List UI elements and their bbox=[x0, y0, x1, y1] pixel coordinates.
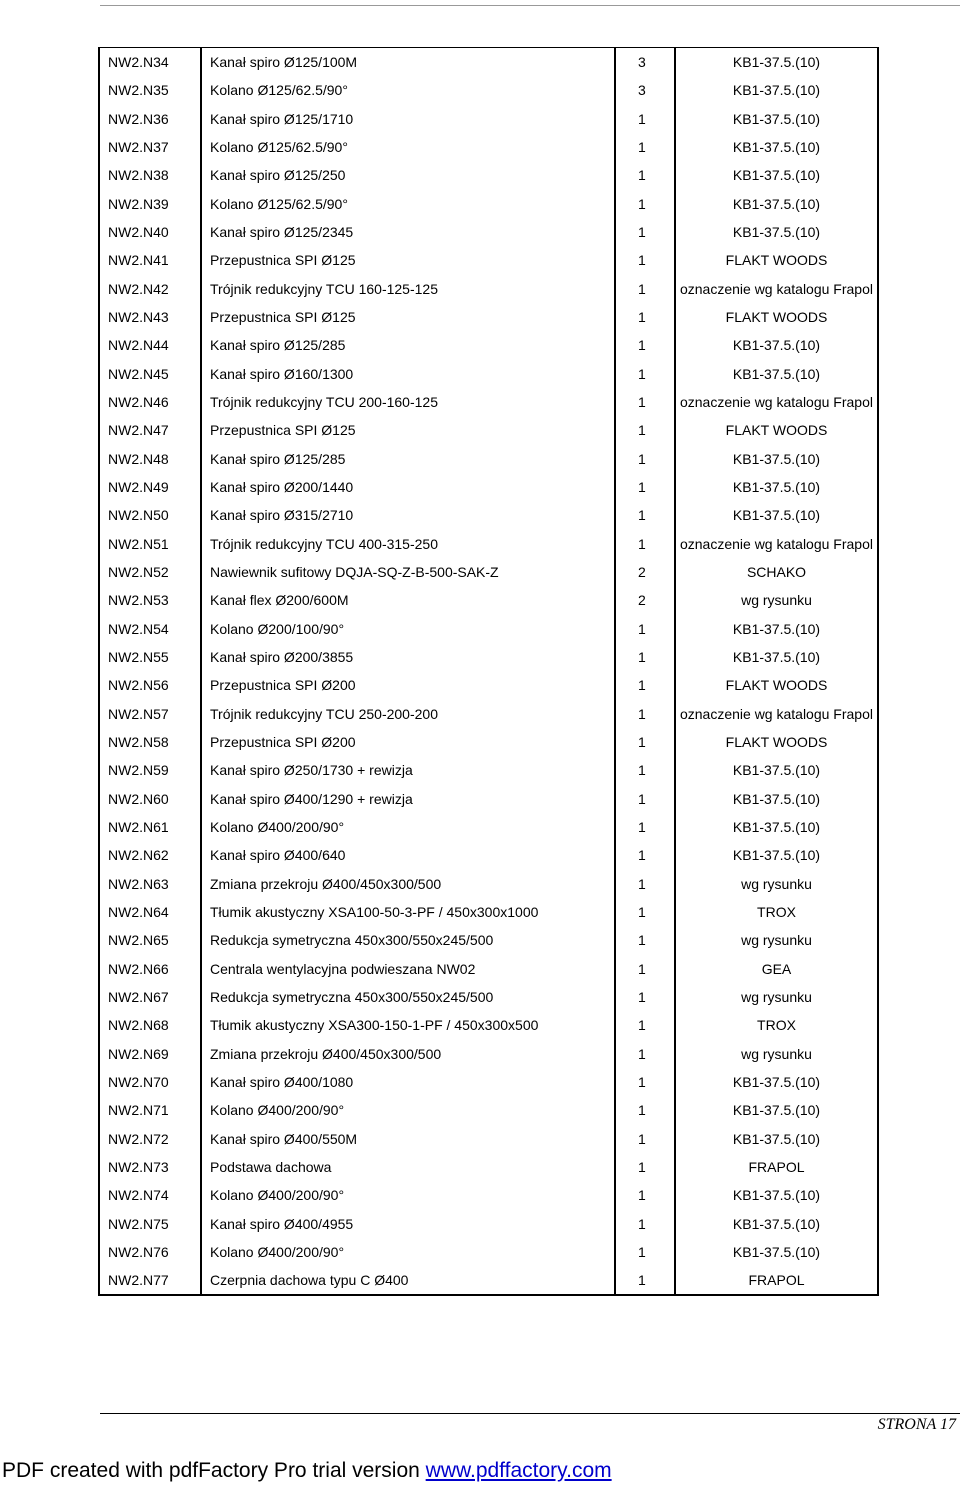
item-source: KB1-37.5.(10) bbox=[675, 1068, 878, 1096]
table-row bbox=[99, 218, 878, 246]
item-code: NW2.N56 bbox=[99, 671, 201, 699]
item-code: NW2.N38 bbox=[99, 161, 201, 189]
item-source: KB1-37.5.(10) bbox=[675, 360, 878, 388]
item-code: NW2.N74 bbox=[99, 1181, 201, 1209]
table-row bbox=[99, 841, 878, 869]
item-source: FLAKT WOODS bbox=[675, 303, 878, 331]
table-row bbox=[99, 76, 878, 104]
item-quantity: 3 bbox=[615, 76, 675, 104]
item-description: Trójnik redukcyjny TCU 250-200-200 bbox=[201, 700, 615, 728]
table-row bbox=[99, 48, 878, 77]
item-code: NW2.N73 bbox=[99, 1153, 201, 1181]
item-quantity: 1 bbox=[615, 501, 675, 529]
item-source: KB1-37.5.(10) bbox=[675, 1124, 878, 1152]
item-code: NW2.N42 bbox=[99, 275, 201, 303]
item-description: Czerpnia dachowa typu C Ø400 bbox=[201, 1266, 615, 1295]
item-quantity: 1 bbox=[615, 1209, 675, 1237]
item-quantity: 1 bbox=[615, 360, 675, 388]
item-quantity: 1 bbox=[615, 190, 675, 218]
item-source: KB1-37.5.(10) bbox=[675, 105, 878, 133]
item-code: NW2.N48 bbox=[99, 445, 201, 473]
item-source: KB1-37.5.(10) bbox=[675, 1096, 878, 1124]
item-source: FRAPOL bbox=[675, 1153, 878, 1181]
item-source: KB1-37.5.(10) bbox=[675, 76, 878, 104]
item-code: NW2.N67 bbox=[99, 983, 201, 1011]
item-source: oznaczenie wg katalogu Frapol bbox=[675, 388, 878, 416]
item-quantity: 1 bbox=[615, 275, 675, 303]
item-description: Przepustnica SPI Ø125 bbox=[201, 416, 615, 444]
table-row bbox=[99, 558, 878, 586]
item-description: Kolano Ø125/62.5/90° bbox=[201, 190, 615, 218]
item-source: KB1-37.5.(10) bbox=[675, 218, 878, 246]
table-row bbox=[99, 133, 878, 161]
table-row bbox=[99, 1266, 878, 1295]
item-description: Kanał flex Ø200/600M bbox=[201, 586, 615, 614]
item-description: Kanał spiro Ø400/640 bbox=[201, 841, 615, 869]
table-row bbox=[99, 360, 878, 388]
item-source: SCHAKO bbox=[675, 558, 878, 586]
table-row bbox=[99, 1209, 878, 1237]
item-quantity: 1 bbox=[615, 416, 675, 444]
item-description: Kanał spiro Ø160/1300 bbox=[201, 360, 615, 388]
item-quantity: 1 bbox=[615, 105, 675, 133]
item-description: Przepustnica SPI Ø125 bbox=[201, 303, 615, 331]
item-quantity: 1 bbox=[615, 785, 675, 813]
item-code: NW2.N70 bbox=[99, 1068, 201, 1096]
table-row bbox=[99, 1153, 878, 1181]
item-code: NW2.N34 bbox=[99, 48, 201, 77]
item-code: NW2.N61 bbox=[99, 813, 201, 841]
item-quantity: 1 bbox=[615, 1238, 675, 1266]
item-quantity: 1 bbox=[615, 1124, 675, 1152]
item-source: FLAKT WOODS bbox=[675, 416, 878, 444]
item-quantity: 1 bbox=[615, 388, 675, 416]
item-description: Kolano Ø125/62.5/90° bbox=[201, 76, 615, 104]
item-code: NW2.N59 bbox=[99, 756, 201, 784]
table-row bbox=[99, 1096, 878, 1124]
item-code: NW2.N65 bbox=[99, 926, 201, 954]
item-quantity: 3 bbox=[615, 48, 675, 77]
item-quantity: 1 bbox=[615, 671, 675, 699]
item-source: wg rysunku bbox=[675, 870, 878, 898]
item-description: Podstawa dachowa bbox=[201, 1153, 615, 1181]
item-description: Kanał spiro Ø400/1290 + rewizja bbox=[201, 785, 615, 813]
item-quantity: 1 bbox=[615, 756, 675, 784]
item-description: Kanał spiro Ø125/100M bbox=[201, 48, 615, 77]
table-row bbox=[99, 190, 878, 218]
item-quantity: 1 bbox=[615, 643, 675, 671]
table-row bbox=[99, 530, 878, 558]
item-description: Trójnik redukcyjny TCU 160-125-125 bbox=[201, 275, 615, 303]
item-source: wg rysunku bbox=[675, 926, 878, 954]
item-source: KB1-37.5.(10) bbox=[675, 445, 878, 473]
item-quantity: 1 bbox=[615, 133, 675, 161]
table-row bbox=[99, 983, 878, 1011]
item-source: oznaczenie wg katalogu Frapol bbox=[675, 700, 878, 728]
item-quantity: 1 bbox=[615, 898, 675, 926]
item-description: Centrala wentylacyjna podwieszana NW02 bbox=[201, 955, 615, 983]
item-source: KB1-37.5.(10) bbox=[675, 643, 878, 671]
item-code: NW2.N41 bbox=[99, 246, 201, 274]
table-row bbox=[99, 1238, 878, 1266]
item-source: wg rysunku bbox=[675, 1039, 878, 1067]
item-source: KB1-37.5.(10) bbox=[675, 841, 878, 869]
item-description: Zmiana przekroju Ø400/450x300/500 bbox=[201, 1039, 615, 1067]
table-row bbox=[99, 105, 878, 133]
item-source: KB1-37.5.(10) bbox=[675, 331, 878, 359]
item-quantity: 1 bbox=[615, 1039, 675, 1067]
item-source: KB1-37.5.(10) bbox=[675, 161, 878, 189]
item-code: NW2.N66 bbox=[99, 955, 201, 983]
item-quantity: 1 bbox=[615, 1266, 675, 1295]
item-quantity: 1 bbox=[615, 1181, 675, 1209]
table-row bbox=[99, 303, 878, 331]
item-description: Kanał spiro Ø125/2345 bbox=[201, 218, 615, 246]
item-description: Kanał spiro Ø125/285 bbox=[201, 445, 615, 473]
item-code: NW2.N49 bbox=[99, 473, 201, 501]
item-code: NW2.N71 bbox=[99, 1096, 201, 1124]
item-code: NW2.N55 bbox=[99, 643, 201, 671]
item-quantity: 1 bbox=[615, 530, 675, 558]
item-code: NW2.N47 bbox=[99, 416, 201, 444]
item-code: NW2.N46 bbox=[99, 388, 201, 416]
item-source: oznaczenie wg katalogu Frapol bbox=[675, 530, 878, 558]
item-code: NW2.N68 bbox=[99, 1011, 201, 1039]
item-description: Trójnik redukcyjny TCU 400-315-250 bbox=[201, 530, 615, 558]
table-row bbox=[99, 275, 878, 303]
table-row bbox=[99, 388, 878, 416]
item-quantity: 1 bbox=[615, 331, 675, 359]
item-description: Kolano Ø200/100/90° bbox=[201, 615, 615, 643]
table-row bbox=[99, 926, 878, 954]
item-source: GEA bbox=[675, 955, 878, 983]
table-row bbox=[99, 671, 878, 699]
item-description: Kanał spiro Ø125/1710 bbox=[201, 105, 615, 133]
item-quantity: 1 bbox=[615, 841, 675, 869]
table-row bbox=[99, 445, 878, 473]
item-code: NW2.N75 bbox=[99, 1209, 201, 1237]
item-quantity: 1 bbox=[615, 1153, 675, 1181]
item-quantity: 1 bbox=[615, 1096, 675, 1124]
item-code: NW2.N57 bbox=[99, 700, 201, 728]
item-description: Kolano Ø400/200/90° bbox=[201, 1096, 615, 1124]
item-quantity: 1 bbox=[615, 473, 675, 501]
item-description: Zmiana przekroju Ø400/450x300/500 bbox=[201, 870, 615, 898]
item-quantity: 1 bbox=[615, 813, 675, 841]
table-row bbox=[99, 1068, 878, 1096]
item-source: wg rysunku bbox=[675, 983, 878, 1011]
item-description: Kolano Ø400/200/90° bbox=[201, 1238, 615, 1266]
item-description: Trójnik redukcyjny TCU 200-160-125 bbox=[201, 388, 615, 416]
item-description: Przepustnica SPI Ø125 bbox=[201, 246, 615, 274]
item-source: FLAKT WOODS bbox=[675, 671, 878, 699]
item-source: KB1-37.5.(10) bbox=[675, 1209, 878, 1237]
table-row bbox=[99, 955, 878, 983]
item-description: Kanał spiro Ø250/1730 + rewizja bbox=[201, 756, 615, 784]
item-description: Kanał spiro Ø200/1440 bbox=[201, 473, 615, 501]
item-quantity: 1 bbox=[615, 1068, 675, 1096]
table-row bbox=[99, 1011, 878, 1039]
item-quantity: 1 bbox=[615, 870, 675, 898]
item-quantity: 2 bbox=[615, 586, 675, 614]
item-source: TROX bbox=[675, 898, 878, 926]
table-row bbox=[99, 785, 878, 813]
table-row bbox=[99, 1181, 878, 1209]
item-code: NW2.N54 bbox=[99, 615, 201, 643]
item-code: NW2.N37 bbox=[99, 133, 201, 161]
item-source: oznaczenie wg katalogu Frapol bbox=[675, 275, 878, 303]
footer-rule bbox=[100, 1413, 960, 1414]
item-source: KB1-37.5.(10) bbox=[675, 48, 878, 77]
item-code: NW2.N53 bbox=[99, 586, 201, 614]
item-code: NW2.N43 bbox=[99, 303, 201, 331]
item-source: FRAPOL bbox=[675, 1266, 878, 1295]
item-source: KB1-37.5.(10) bbox=[675, 813, 878, 841]
table-row bbox=[99, 813, 878, 841]
item-quantity: 1 bbox=[615, 983, 675, 1011]
item-code: NW2.N58 bbox=[99, 728, 201, 756]
item-code: NW2.N52 bbox=[99, 558, 201, 586]
table-row bbox=[99, 161, 878, 189]
item-description: Przepustnica SPI Ø200 bbox=[201, 671, 615, 699]
table-row bbox=[99, 473, 878, 501]
item-quantity: 1 bbox=[615, 445, 675, 473]
table-row bbox=[99, 643, 878, 671]
page-number: STRONA 17 bbox=[877, 1416, 956, 1433]
item-quantity: 1 bbox=[615, 161, 675, 189]
item-code: NW2.N72 bbox=[99, 1124, 201, 1152]
item-code: NW2.N62 bbox=[99, 841, 201, 869]
item-source: wg rysunku bbox=[675, 586, 878, 614]
item-code: NW2.N35 bbox=[99, 76, 201, 104]
item-code: NW2.N36 bbox=[99, 105, 201, 133]
specification-table bbox=[98, 47, 879, 1296]
pdf-watermark bbox=[2, 1459, 612, 1483]
item-code: NW2.N76 bbox=[99, 1238, 201, 1266]
item-description: Kanał spiro Ø400/1080 bbox=[201, 1068, 615, 1096]
item-description: Kolano Ø125/62.5/90° bbox=[201, 133, 615, 161]
item-quantity: 1 bbox=[615, 926, 675, 954]
item-description: Tłumik akustyczny XSA300-150-1-PF / 450x300x500 bbox=[201, 1011, 615, 1039]
item-quantity: 1 bbox=[615, 246, 675, 274]
item-source: KB1-37.5.(10) bbox=[675, 473, 878, 501]
specification-table-body bbox=[99, 48, 878, 1296]
item-description: Kanał spiro Ø400/550M bbox=[201, 1124, 615, 1152]
item-source: KB1-37.5.(10) bbox=[675, 756, 878, 784]
item-description: Kolano Ø400/200/90° bbox=[201, 1181, 615, 1209]
item-source: FLAKT WOODS bbox=[675, 246, 878, 274]
item-quantity: 1 bbox=[615, 615, 675, 643]
item-description: Kanał spiro Ø400/4955 bbox=[201, 1209, 615, 1237]
watermark-link[interactable]: www.pdffactory.com bbox=[425, 1459, 612, 1482]
item-quantity: 2 bbox=[615, 558, 675, 586]
table-row bbox=[99, 728, 878, 756]
table-row bbox=[99, 586, 878, 614]
item-quantity: 1 bbox=[615, 1011, 675, 1039]
item-source: KB1-37.5.(10) bbox=[675, 501, 878, 529]
item-code: NW2.N50 bbox=[99, 501, 201, 529]
item-quantity: 1 bbox=[615, 218, 675, 246]
item-source: KB1-37.5.(10) bbox=[675, 785, 878, 813]
item-quantity: 1 bbox=[615, 700, 675, 728]
table-row bbox=[99, 331, 878, 359]
item-description: Nawiewnik sufitowy DQJA-SQ-Z-B-500-SAK-Z bbox=[201, 558, 615, 586]
item-code: NW2.N63 bbox=[99, 870, 201, 898]
item-description: Kanał spiro Ø315/2710 bbox=[201, 501, 615, 529]
table-row bbox=[99, 700, 878, 728]
item-description: Tłumik akustyczny XSA100-50-3-PF / 450x300x1000 bbox=[201, 898, 615, 926]
item-description: Kanał spiro Ø125/250 bbox=[201, 161, 615, 189]
item-quantity: 1 bbox=[615, 728, 675, 756]
item-source: KB1-37.5.(10) bbox=[675, 1181, 878, 1209]
item-source: KB1-37.5.(10) bbox=[675, 133, 878, 161]
item-code: NW2.N39 bbox=[99, 190, 201, 218]
item-source: KB1-37.5.(10) bbox=[675, 190, 878, 218]
item-code: NW2.N64 bbox=[99, 898, 201, 926]
table-row bbox=[99, 501, 878, 529]
watermark-text: PDF created with pdfFactory Pro trial version bbox=[2, 1459, 426, 1482]
item-code: NW2.N77 bbox=[99, 1266, 201, 1295]
item-quantity: 1 bbox=[615, 303, 675, 331]
item-code: NW2.N60 bbox=[99, 785, 201, 813]
item-source: KB1-37.5.(10) bbox=[675, 615, 878, 643]
table-row bbox=[99, 1039, 878, 1067]
item-description: Kanał spiro Ø200/3855 bbox=[201, 643, 615, 671]
table-row bbox=[99, 246, 878, 274]
table-row bbox=[99, 1124, 878, 1152]
item-description: Redukcja symetryczna 450x300/550x245/500 bbox=[201, 926, 615, 954]
item-quantity: 1 bbox=[615, 955, 675, 983]
table-row bbox=[99, 756, 878, 784]
table-row bbox=[99, 615, 878, 643]
item-source: KB1-37.5.(10) bbox=[675, 1238, 878, 1266]
top-rule bbox=[100, 5, 960, 6]
item-description: Kanał spiro Ø125/285 bbox=[201, 331, 615, 359]
item-code: NW2.N69 bbox=[99, 1039, 201, 1067]
item-code: NW2.N40 bbox=[99, 218, 201, 246]
item-source: FLAKT WOODS bbox=[675, 728, 878, 756]
item-description: Przepustnica SPI Ø200 bbox=[201, 728, 615, 756]
item-code: NW2.N51 bbox=[99, 530, 201, 558]
item-description: Kolano Ø400/200/90° bbox=[201, 813, 615, 841]
table-row bbox=[99, 870, 878, 898]
table-row bbox=[99, 416, 878, 444]
item-code: NW2.N45 bbox=[99, 360, 201, 388]
table-row bbox=[99, 898, 878, 926]
item-source: TROX bbox=[675, 1011, 878, 1039]
item-description: Redukcja symetryczna 450x300/550x245/500 bbox=[201, 983, 615, 1011]
item-code: NW2.N44 bbox=[99, 331, 201, 359]
